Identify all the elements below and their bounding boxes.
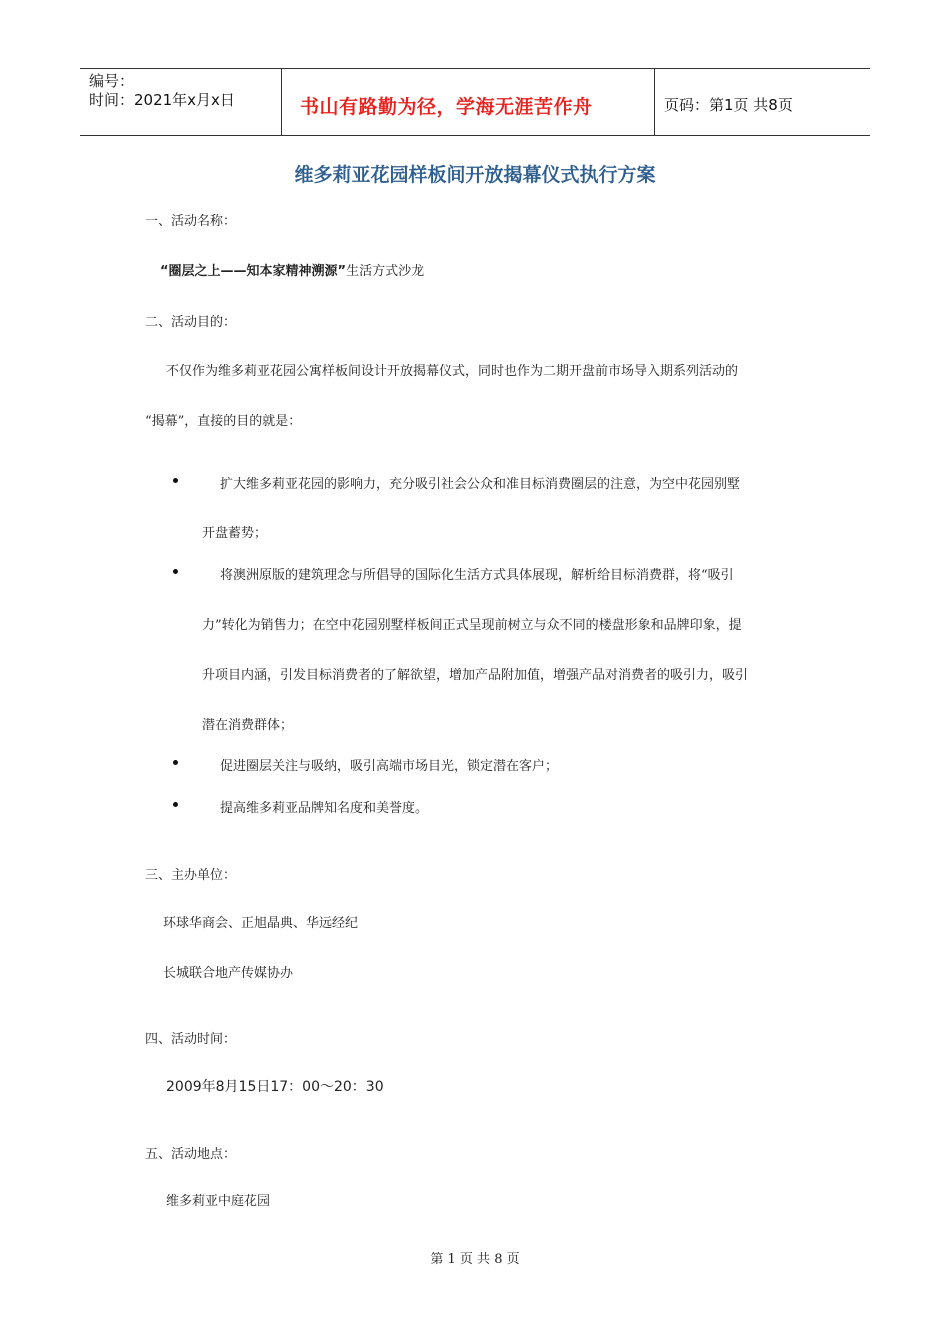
activity-time: 2009年8月15日17：00～20：30 xyxy=(166,1079,384,1095)
bullet-2-line-4: 潜在消费群体； xyxy=(202,718,294,733)
document-title: 维多莉亚花园样板间开放揭幕仪式执行方案 xyxy=(294,164,656,186)
header-divider-right xyxy=(654,68,655,136)
page-footer: 第 1 页 共 8 页 xyxy=(430,1252,520,1267)
section-5-heading: 五、活动地点： xyxy=(145,1147,237,1162)
header-page-info: 页码：第1页 共8页 xyxy=(664,96,793,114)
activity-name xyxy=(160,260,424,279)
section-4-heading: 四、活动时间： xyxy=(145,1032,237,1047)
section-2-heading: 二、活动目的： xyxy=(145,315,237,330)
header-top-border xyxy=(80,68,870,69)
time-label: 时间：2021年x月x日 xyxy=(89,91,235,109)
activity-place: 维多莉亚中庭花园 xyxy=(166,1194,271,1209)
bullet-icon xyxy=(173,478,178,483)
section-3-heading: 三、主办单位： xyxy=(145,868,237,883)
serial-number-label: 编号： xyxy=(89,72,135,90)
bullet-4-line-1: 提高维多莉亚品牌知名度和美誉度。 xyxy=(220,801,429,816)
purpose-intro-line-1: 不仅作为维多莉亚花园公寓样板间设计开放揭幕仪式，同时也作为二期开盘前市场导入期系列活动的 xyxy=(166,364,739,379)
purpose-intro-line-2: “揭幕”，直接的目的就是： xyxy=(145,414,302,429)
header-bottom-border xyxy=(80,135,870,136)
section-1-heading: 一、活动名称： xyxy=(145,214,237,229)
header-divider-left xyxy=(281,68,282,136)
activity-name-rest: 生活方式沙龙 xyxy=(346,264,425,279)
bullet-icon xyxy=(173,569,178,574)
organizers-line-2: 长城联合地产传媒协办 xyxy=(163,966,294,981)
activity-name-bold: “圈层之上——知本家精神溯源” xyxy=(160,264,347,279)
bullet-icon xyxy=(173,802,178,807)
organizers-line-1: 环球华商会、正旭晶典、华远经纪 xyxy=(163,916,359,931)
bullet-1-line-1: 扩大维多莉亚花园的影响力，充分吸引社会公众和准目标消费圈层的注意，为空中花园别墅 xyxy=(220,477,741,492)
header-motto: 书山有路勤为径，学海无涯苦作舟 xyxy=(300,96,593,118)
bullet-3-line-1: 促进圈层关注与吸纳，吸引高端市场目光，锁定潜在客户； xyxy=(220,759,559,774)
bullet-2-line-1: 将澳洲原版的建筑理念与所倡导的国际化生活方式具体展现，解析给目标消费群，将“吸引 xyxy=(220,568,734,583)
bullet-2-line-3: 升项目内涵，引发目标消费者的了解欲望，增加产品附加值，增强产品对消费者的吸引力，吸引 xyxy=(202,668,749,683)
bullet-2-line-2: 力”转化为销售力；在空中花园别墅样板间正式呈现前树立与众不同的楼盘形象和品牌印象，提 xyxy=(202,618,742,633)
bullet-1-line-2: 开盘蓄势； xyxy=(202,526,268,541)
bullet-icon xyxy=(173,760,178,765)
